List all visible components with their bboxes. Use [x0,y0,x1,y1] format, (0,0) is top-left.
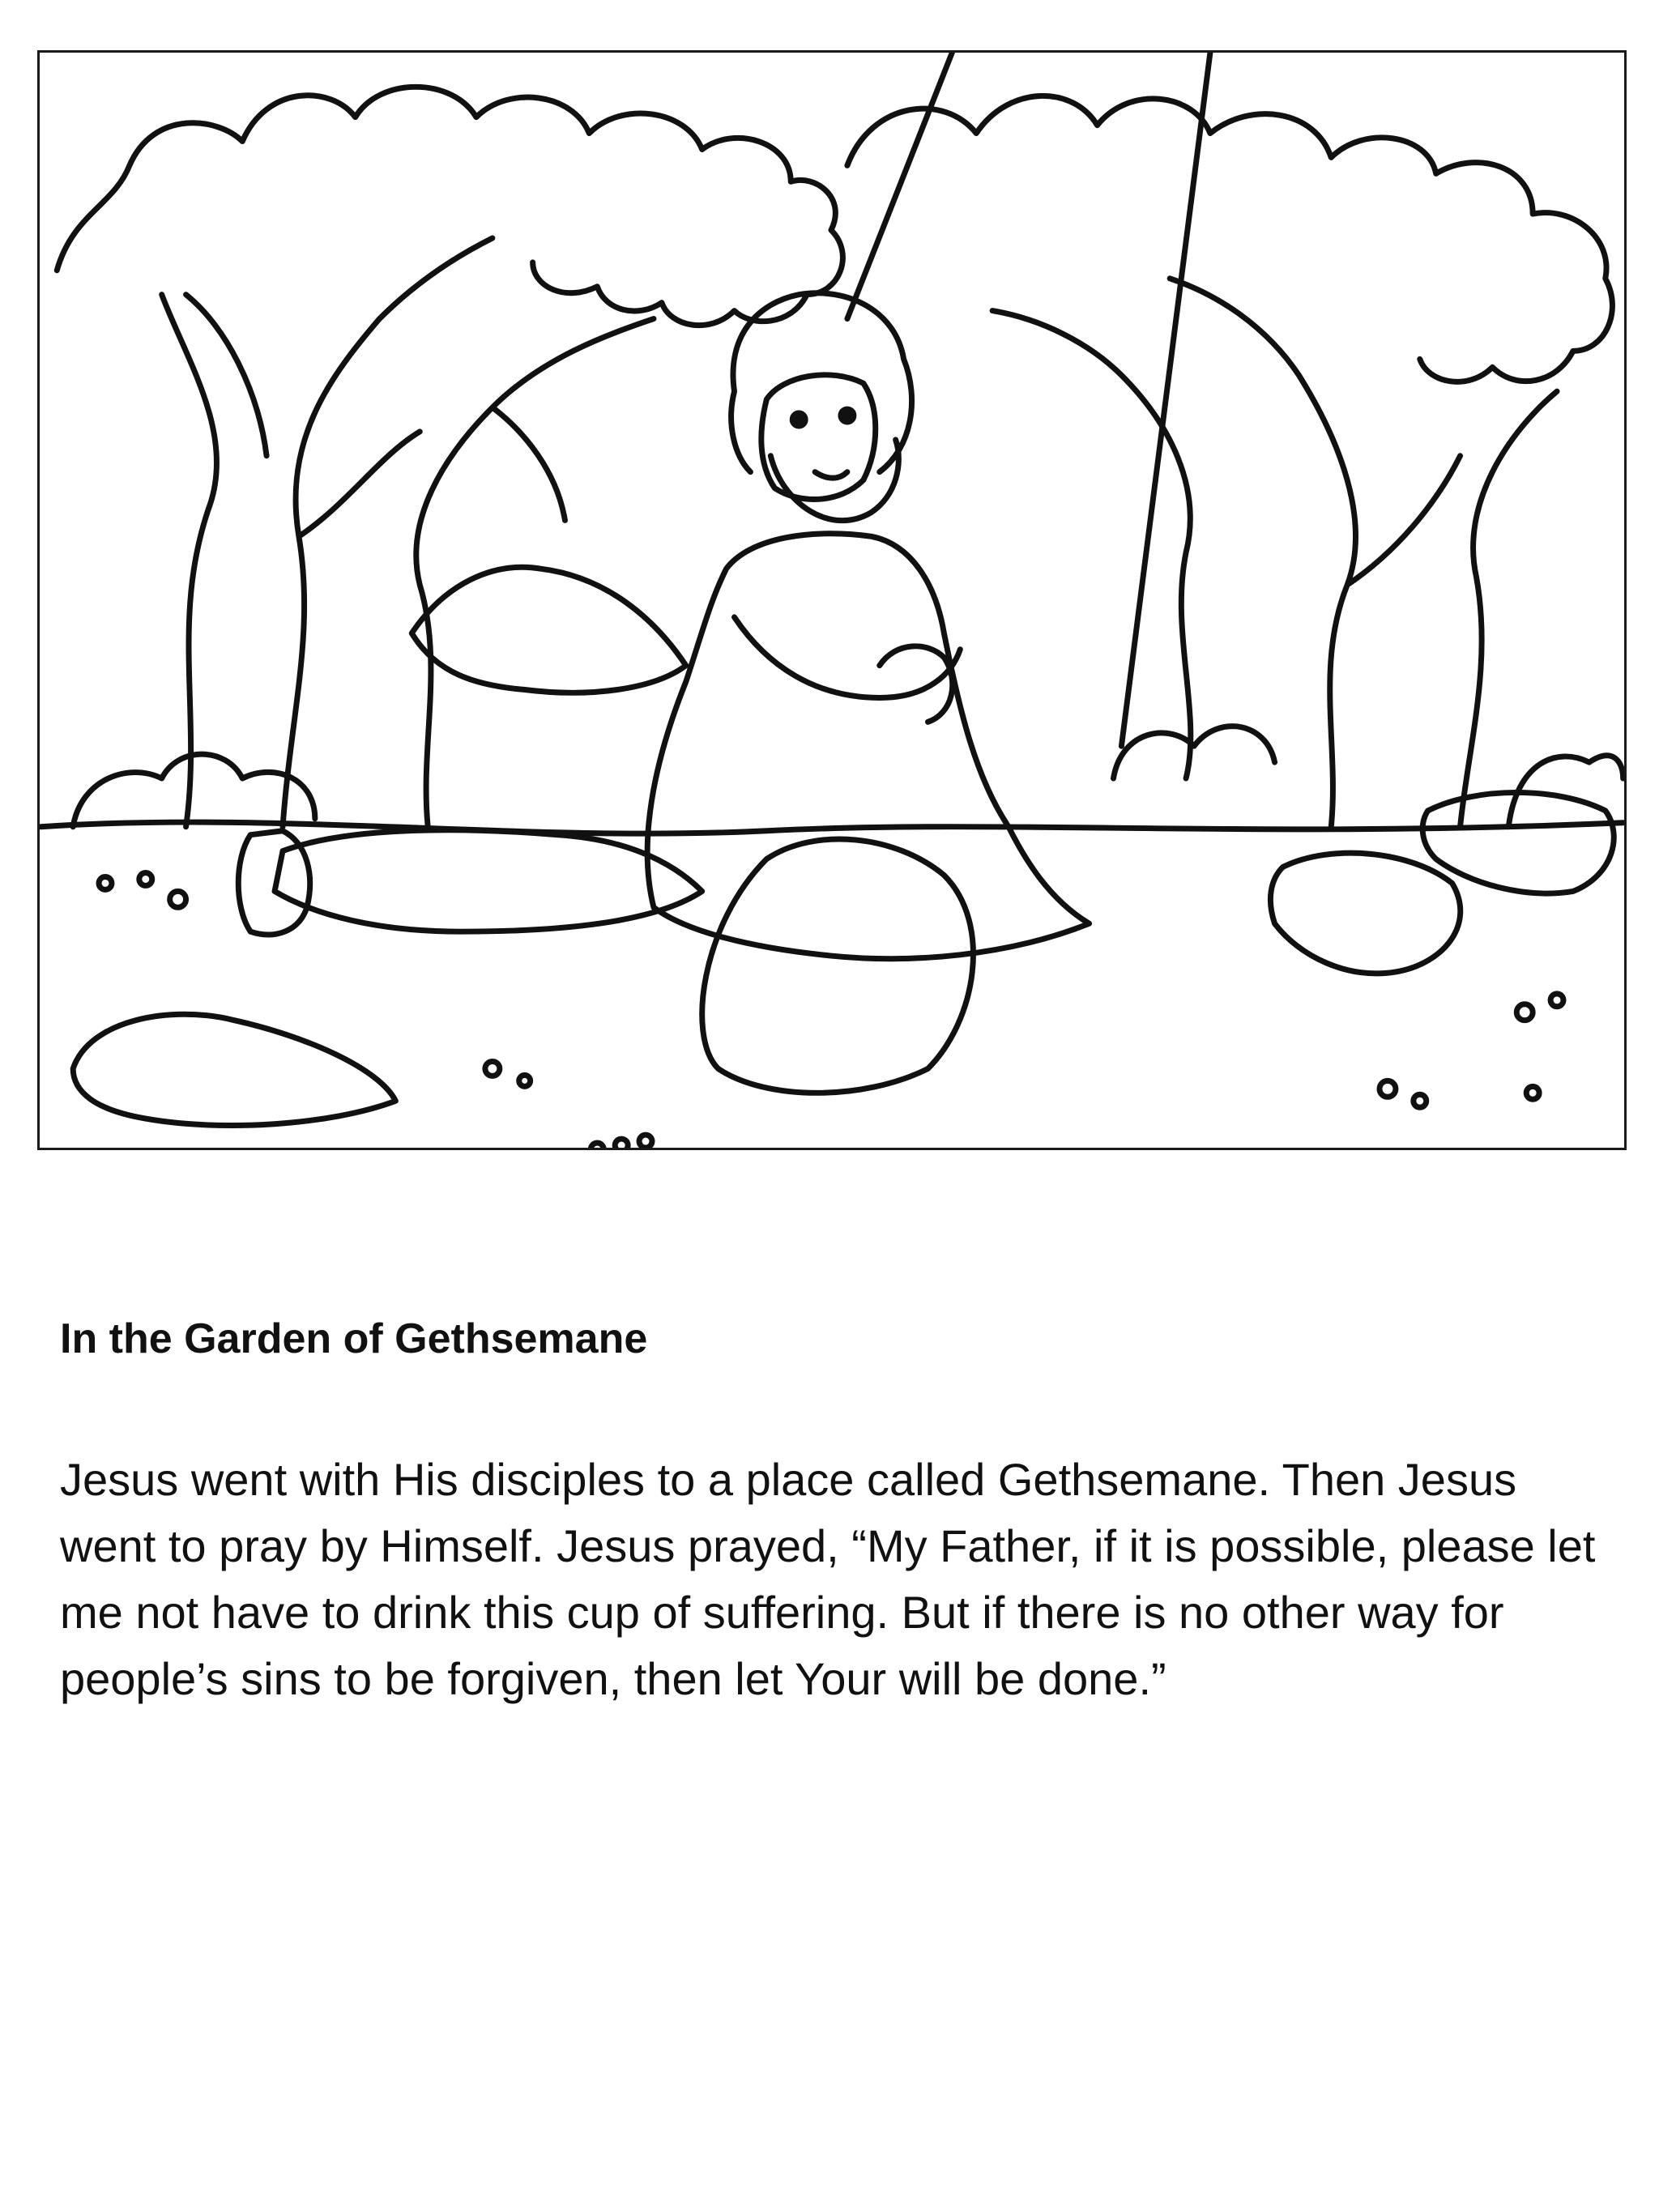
pebble [99,876,112,889]
figure-beard [770,440,898,521]
pebble [639,1135,652,1148]
rock-far-right [1422,792,1614,893]
background-rock [412,567,685,693]
figure-eye-2 [841,409,854,422]
rock-foreground [702,839,974,1093]
rock-right [1270,853,1460,974]
left-tree-trunk-2 [416,319,654,827]
figure-robe [647,534,1089,959]
pebble [1550,994,1563,1007]
page-title: In the Garden of Gethsemane [60,1315,648,1362]
pebble [139,873,152,886]
story-paragraph: Jesus went with His disciples to a place called Gethsemane. Then Jesus went to pray by Himself. Jesus prayed, “My Father, if it is possible, please let me not have to drink this cup of suffering. But if there is no other way for people’s sins to be forgiven, then let Your will be done.” [60,1454,1596,1704]
pebble [485,1061,500,1076]
figure-arm [735,617,961,698]
figure-leg [275,830,702,931]
pebble [1516,1004,1533,1021]
pebble [1414,1094,1427,1107]
figure-eye [792,413,805,426]
left-tree-canopy [57,87,842,325]
rock-left [73,1014,395,1125]
right-tree-trunk-2 [992,311,1191,778]
pebble [615,1139,628,1148]
left-tree-trunk [162,238,493,827]
vine-line [847,53,952,319]
pebble [591,1143,603,1148]
right-tree-trunk [1170,279,1557,827]
right-tree-canopy [847,96,1613,381]
pebble [170,891,186,907]
bush-mid [1113,727,1274,778]
pebble [1526,1086,1539,1099]
illustration-frame [37,50,1627,1150]
jesus-praying-in-garden-icon [40,53,1624,1148]
vine-line-2 [1121,53,1210,746]
pebble [1380,1080,1396,1097]
figure-hands [880,646,953,722]
pebble [519,1075,531,1086]
bush-left [73,754,315,827]
